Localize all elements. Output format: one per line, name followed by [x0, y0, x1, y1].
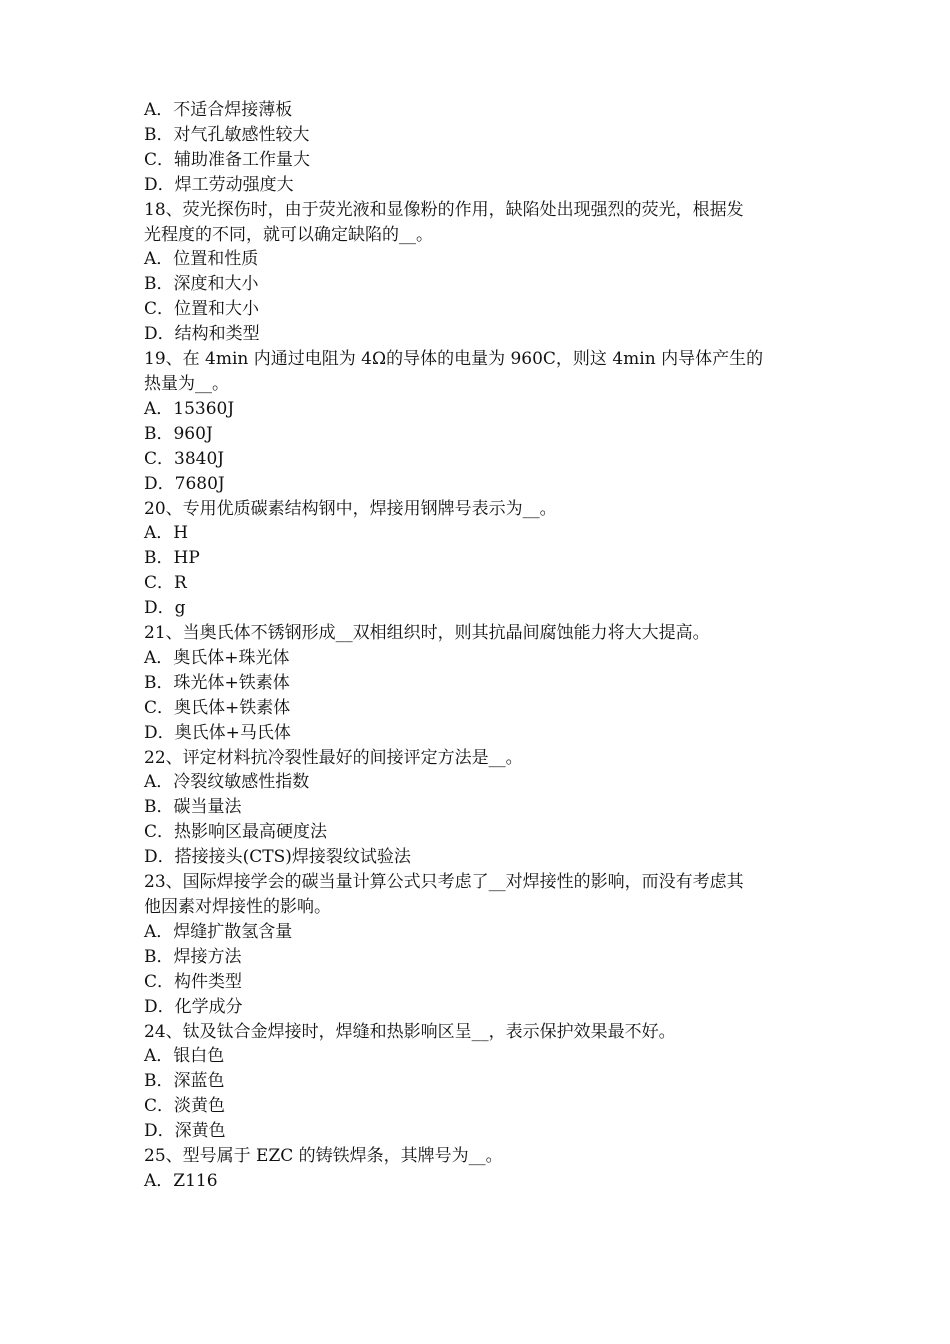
option-text: B．焊接方法 [144, 946, 242, 967]
question-stem: 热量为__。 [144, 373, 229, 394]
option-text: B．碳当量法 [144, 797, 242, 818]
option-text: D．深黄色 [144, 1121, 226, 1142]
question-stem: 22、评定材料抗冷裂性最好的间接评定方法是__。 [144, 747, 523, 768]
question-stem: 24、钛及钛合金焊接时，焊缝和热影响区呈__，表示保护效果最不好。 [144, 1021, 676, 1042]
option-text: D．g [144, 598, 186, 619]
option-text: D．搭接接头(CTS)焊接裂纹试验法 [144, 847, 411, 868]
option-text: B．对气孔敏感性较大 [144, 124, 310, 145]
option-text: C．淡黄色 [144, 1096, 226, 1117]
option-text: B．珠光体+铁素体 [144, 672, 290, 693]
option-text: A．奥氏体+珠光体 [144, 647, 290, 668]
question-23 [144, 870, 824, 1019]
option-text: B．HP [144, 548, 200, 569]
option-text: A．Z116 [144, 1170, 218, 1191]
question-stem: 23、国际焊接学会的碳当量计算公式只考虑了__对焊接性的影响，而没有考虑其 [144, 872, 744, 893]
question-25 [144, 1144, 824, 1194]
option-text: D．7680J [144, 473, 225, 494]
lead-options [144, 98, 824, 198]
option-text: C．构件类型 [144, 971, 243, 992]
question-22 [144, 746, 824, 871]
question-stem: 他因素对焊接性的影响。 [144, 897, 331, 917]
option-text: D．焊工劳动强度大 [144, 174, 294, 195]
option-text: B．深度和大小 [144, 274, 259, 295]
option-text: D．奥氏体+马氏体 [144, 722, 291, 743]
option-text: A．不适合焊接薄板 [144, 100, 293, 120]
option-text: A．银白色 [144, 1046, 225, 1067]
option-text: A．冷裂纹敏感性指数 [144, 772, 310, 793]
question-stem: 20、专用优质碳素结构钢中，焊接用钢牌号表示为__。 [144, 498, 557, 519]
question-stem: 光程度的不同，就可以确定缺陷的__。 [144, 224, 433, 245]
question-20 [144, 497, 824, 622]
question-stem: 18、荧光探伤时，由于荧光液和显像粉的作用，缺陷处出现强烈的荧光，根据发 [144, 199, 744, 220]
option-text: B．960J [144, 423, 213, 444]
option-text: A．位置和性质 [144, 249, 259, 270]
option-text: D．化学成分 [144, 996, 243, 1017]
document-page [144, 98, 824, 1194]
question-21 [144, 621, 824, 746]
option-text: B．深蓝色 [144, 1071, 225, 1092]
option-text: C．位置和大小 [144, 299, 260, 320]
question-24 [144, 1020, 824, 1145]
option-text: A．焊缝扩散氢含量 [144, 921, 293, 942]
question-stem: 19、在 4min 内通过电阻为 4Ω的导体的电量为 960C，则这 4min 内导体产生的 [144, 349, 764, 370]
option-text: A．H [144, 523, 189, 544]
question-18 [144, 198, 824, 347]
option-text: C．R [144, 573, 187, 594]
option-text: C．热影响区最高硬度法 [144, 822, 328, 843]
option-text: A．15360J [144, 398, 235, 419]
option-text: C．辅助准备工作量大 [144, 149, 311, 170]
option-text: C．奥氏体+铁素体 [144, 697, 291, 718]
question-stem: 21、当奥氏体不锈钢形成__双相组织时，则其抗晶间腐蚀能力将大大提高。 [144, 623, 710, 644]
option-text: D．结构和类型 [144, 324, 260, 345]
option-text: C．3840J [144, 448, 225, 469]
question-stem: 25、型号属于 EZC 的铸铁焊条，其牌号为__。 [144, 1146, 503, 1167]
question-19 [144, 347, 824, 496]
